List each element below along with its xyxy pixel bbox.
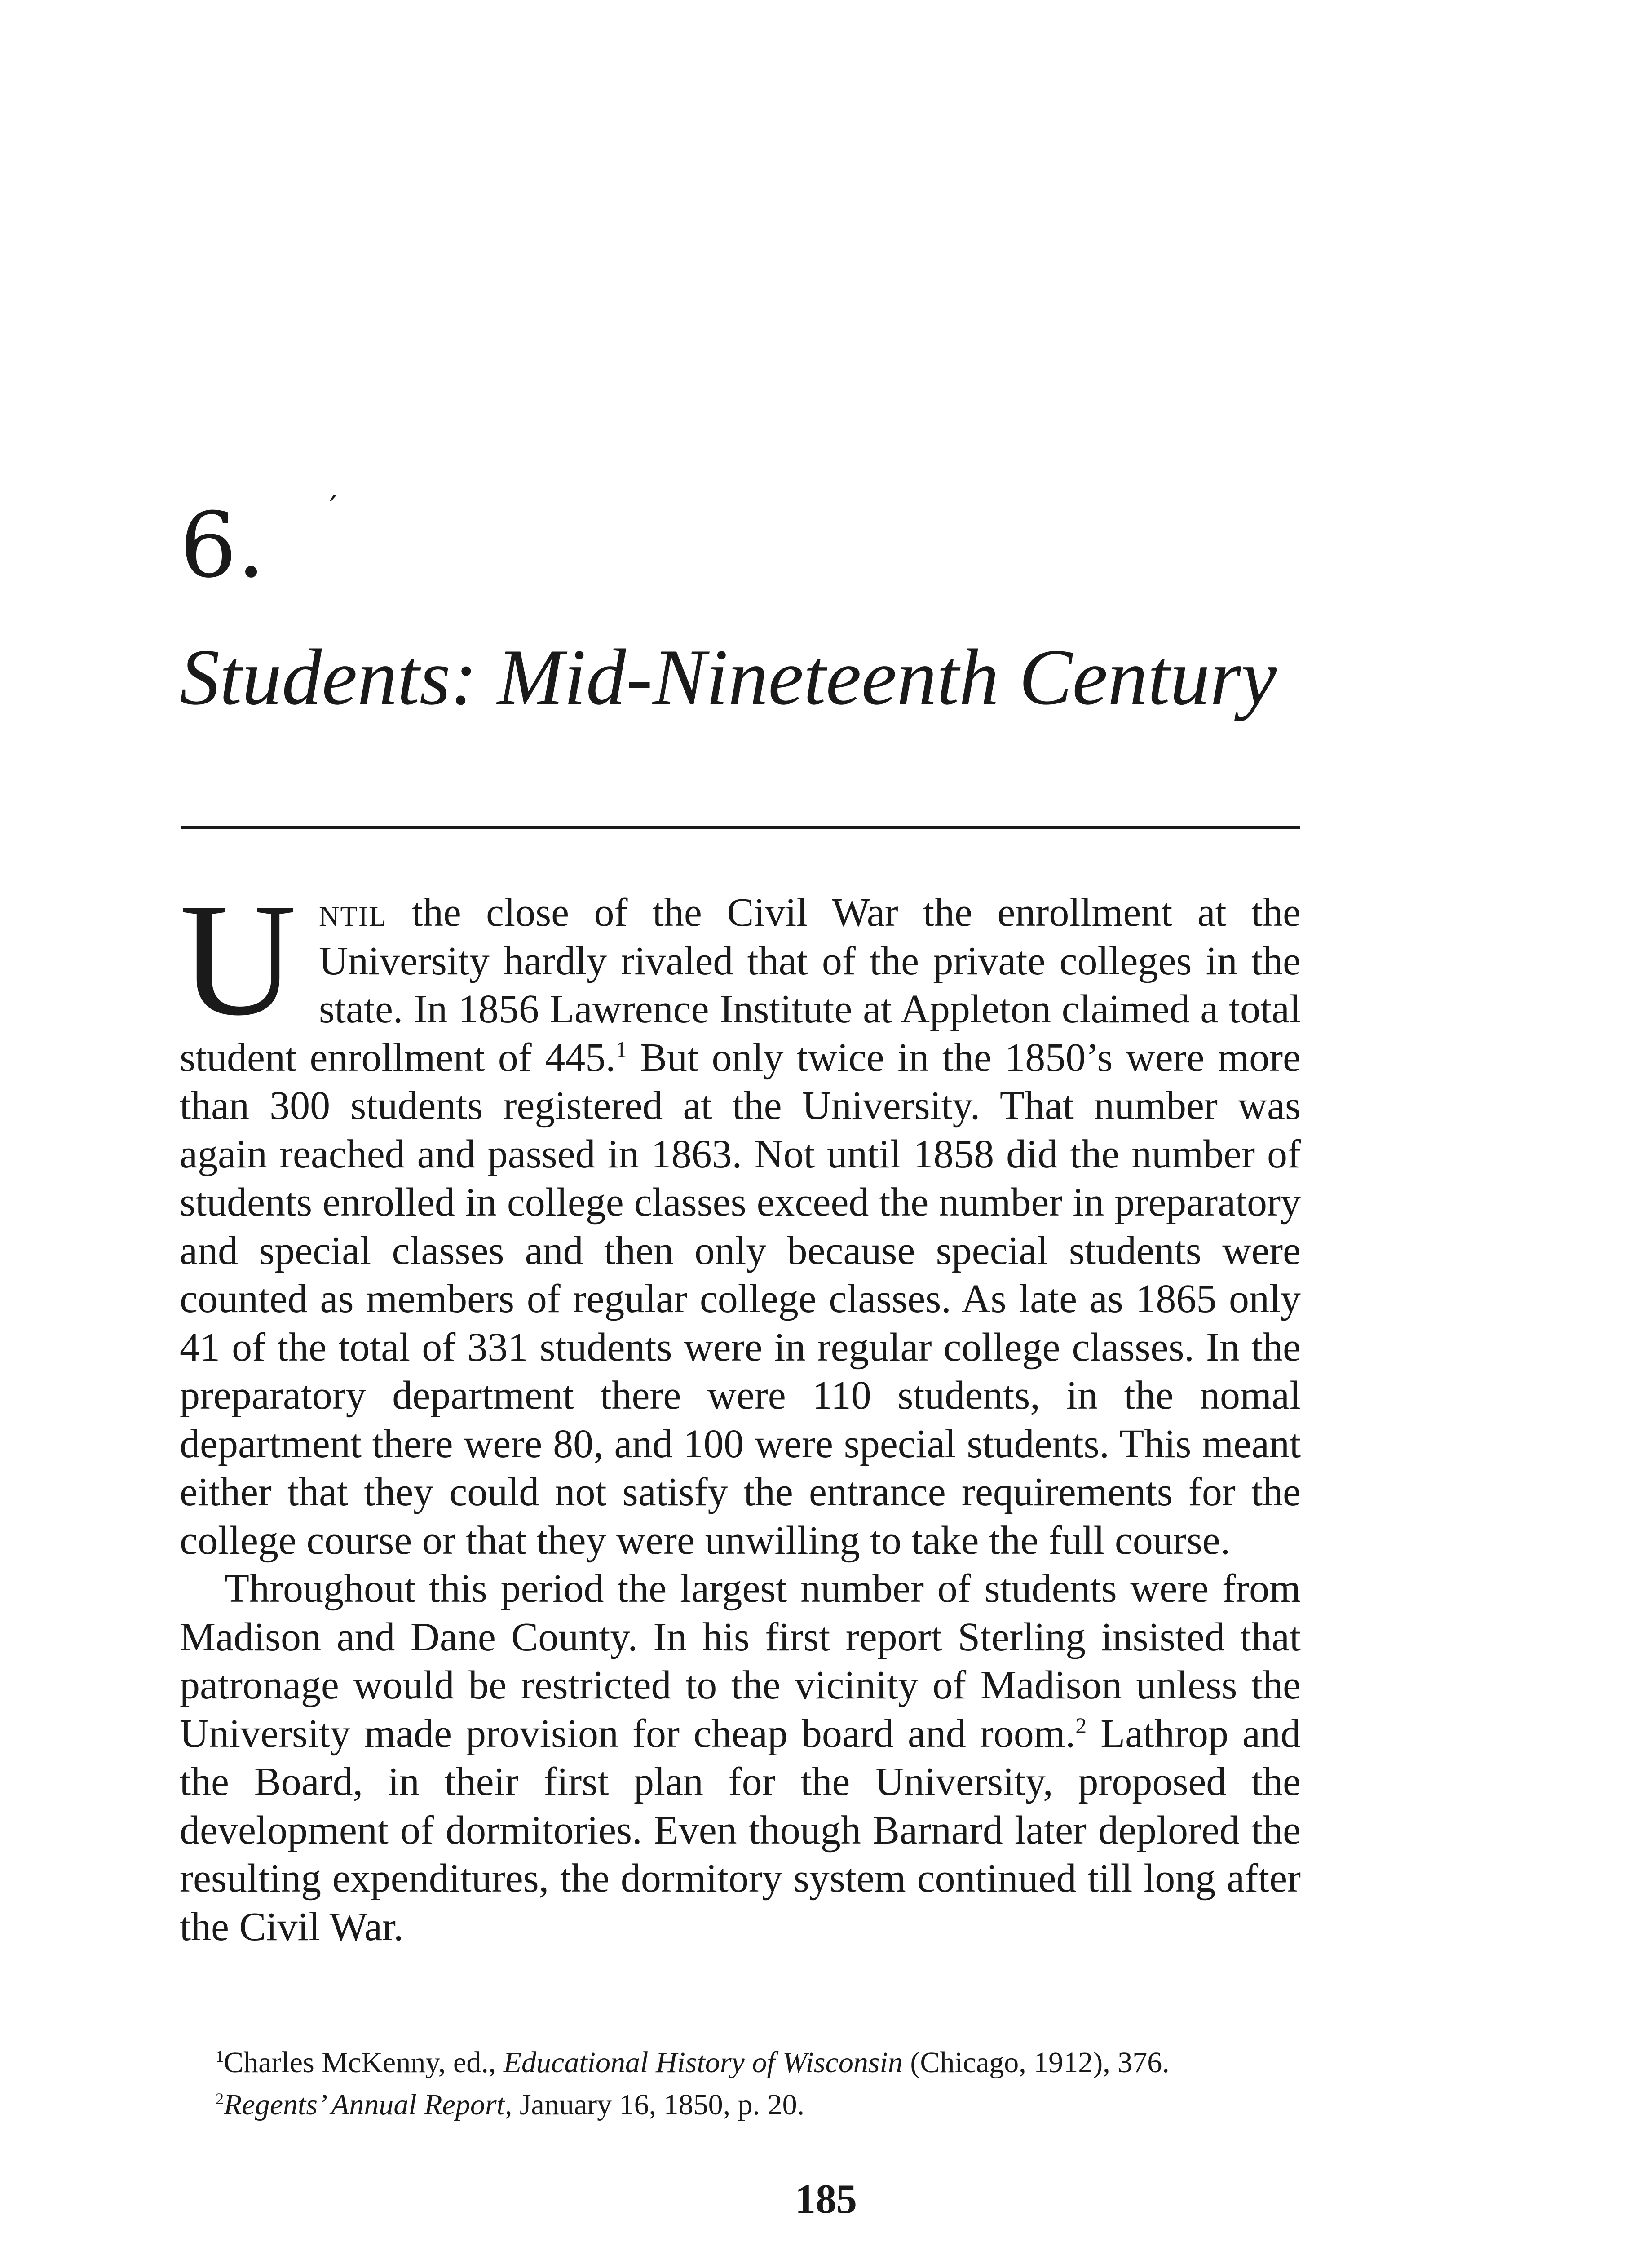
paragraph-1-text: the close of the Civil War the enrollment at the University hardly rivaled that of the private colleges in the state. In 1856 Lawrence Institute at Appleton claimed a total student enrollment of 445. (180, 890, 1301, 1080)
chapter-title: Students: Mid-Nineteenth Century (180, 632, 1277, 721)
footnote-1-marker: 1 (216, 2047, 224, 2065)
smallcaps-lead: ntil (318, 890, 387, 935)
footnote-2-italic: Regents’ Annual Report, (224, 2088, 512, 2121)
footnote-2 (180, 2084, 1301, 2126)
footnote-1-after: (Chicago, 1912), 376. (902, 2046, 1170, 2079)
footnote-ref-2[interactable]: 2 (1075, 1713, 1087, 1738)
footnote-1-text: Charles McKenny, ed., (224, 2046, 504, 2079)
chapter-number-mark: ˊ (323, 491, 339, 528)
footnotes (180, 2042, 1301, 2126)
chapter-number-text: 6. (180, 493, 265, 598)
footnote-ref-1[interactable]: 1 (615, 1037, 627, 1062)
paragraph-1-rest: But only twice in the 1850’s were more than 300 students registered at the University. That number was again reached and passed in 1863. Not until 1858 did the number of students enrolled in college classes exceed the number in preparatory and special classes and then only because special students were counted as members of regular college classes. As late as 1865 only 41 of the total of 331 students were in regular college classes. In the preparatory department there were 110 students, in the nomal department there were 80, and 100 were special students. This meant either that they could not satisfy the entrance requirements for the college course or that they were unwilling to take the full course. (180, 1035, 1301, 1563)
paragraph-1 (180, 870, 1301, 1565)
page-number: 185 (795, 2176, 857, 2222)
title-rule (181, 826, 1300, 829)
footnote-2-after: January 16, 1850, p. 20. (512, 2088, 805, 2121)
footnote-2-marker: 2 (216, 2090, 224, 2108)
chapter-number (180, 491, 339, 598)
paragraph-2-text: Throughout this period the largest number of students were from Madison and Dane County. In his first report Sterling insisted that patronage would be restricted to the vicinity of Madison unless the University made provision for cheap board and room. (180, 1566, 1301, 1756)
body-text (180, 870, 1301, 1951)
footnote-1-italic: Educational History of Wisconsin (503, 2046, 903, 2079)
paragraph-2-rest: Lathrop and the Board, in their first plan for the University, proposed the development of dormitories. Even though Barnard later deplored the resulting expenditures, the dormitory system continued till long after the Civil War. (180, 1711, 1301, 1949)
footnote-1 (180, 2042, 1301, 2084)
drop-cap: U (180, 870, 296, 1049)
paragraph-2 (180, 1565, 1301, 1951)
